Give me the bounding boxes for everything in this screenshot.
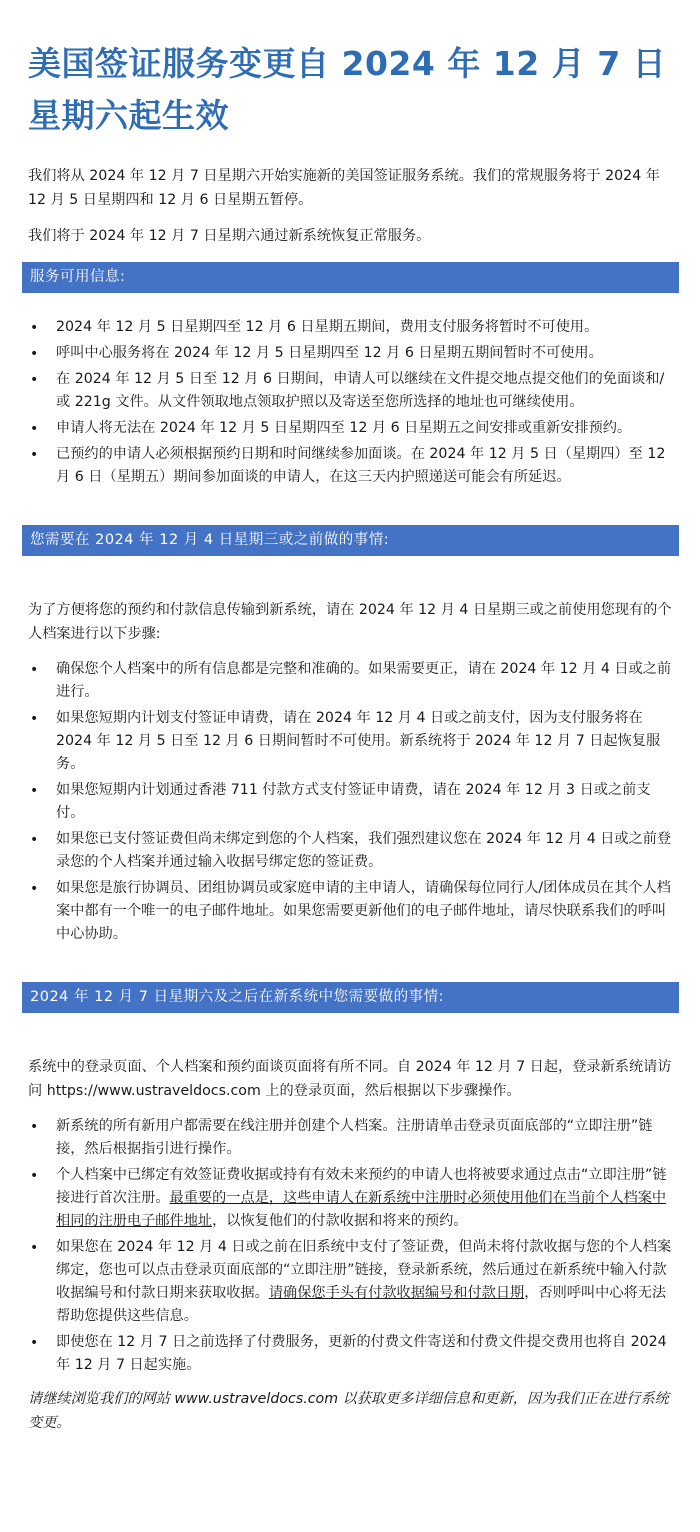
list-item: • 如果您在 2024 年 12 月 4 日或之前在旧系统中支付了签证费，但尚未将付款收据与您的个人档案绑定，您也可以点击登录页面底部的“立即注册”链接，登录新系统，然后通过在新系统中输入付款收据编号和付款日期来获取收据。请确保您手头有付款收据编号和付款日期，否则呼叫中心将无法帮助您提供这些信息。 bbox=[30, 1239, 672, 1324]
list-item: • 如果您是旅行协调员、团组协调员或家庭申请的主申请人，请确保每位同行人/团体成员在其个人档案中都有一个唯一的电子邮件地址。如果您需要更新他们的电子邮件地址，请尽快联系我们的呼叫中心协助。 bbox=[30, 880, 671, 942]
list-item: • 新系统的所有新用户都需要在线注册并创建个人档案。注册请单击登录页面底部的“立即注册”链接，然后根据指引进行操作。 bbox=[30, 1118, 653, 1157]
bullet-icon: • bbox=[30, 711, 39, 727]
title-line-2: 星期六起生效 bbox=[28, 96, 229, 135]
list-item: • 如果您短期内计划支付签证申请费，请在 2024 年 12 月 4 日或之前支付，因为支付服务将在 2024 年 12 月 5 日至 12 月 6 日期间暂时不可使用。新系统将于 2024 年 12 月 7 日起恢复服务。 bbox=[30, 710, 661, 772]
page-title bbox=[28, 0, 676, 142]
list-item: • 已预约的申请人必须根据预约日期和时间继续参加面谈。在 2024 年 12 月 5 日（星期四）至 12 月 6 日（星期五）期间参加面谈的申请人，在这三天内护照递送可能会有所延迟。 bbox=[30, 446, 666, 485]
bullet-icon: • bbox=[30, 1119, 39, 1135]
bullet-icon: • bbox=[30, 346, 39, 362]
section3-intro: 系统中的登录页面、个人档案和预约面谈页面将有所不同。自 2024 年 12 月 7 日起，登录新系统请访问 https://www.ustraveldocs.com 上的登录页面，然后根据以下步骤操作。 bbox=[28, 1059, 672, 1099]
footer-note: 请继续浏览我们的网站 www.ustraveldocs.com 以获取更多详细信息和更新，因为我们正在进行系统变更。 bbox=[28, 1391, 669, 1431]
bullet-icon: • bbox=[30, 662, 39, 678]
list-item: • 2024 年 12 月 5 日星期四至 12 月 6 日星期五期间，费用支付服务将暂时不可使用。 bbox=[28, 316, 676, 339]
before-dec4-list bbox=[28, 658, 676, 946]
list-item: • 即使您在 12 月 7 日之前选择了付费服务，更新的付费文件寄送和付费文件提交费用也将自 2024 年 12 月 7 日起实施。 bbox=[30, 1334, 667, 1373]
section-heading-availability: 服务可用信息: bbox=[22, 262, 679, 293]
list-item: • 如果您短期内计划通过香港 711 付款方式支付签证申请费，请在 2024 年 12 月 3 日或之前支付。 bbox=[30, 782, 651, 821]
bullet-icon: • bbox=[30, 1240, 39, 1256]
bullet-icon: • bbox=[30, 372, 39, 388]
list-item: • 个人档案中已绑定有效签证费收据或持有有效未来预约的申请人也将被要求通过点击“立即注册”链接进行首次注册。最重要的一点是，这些申请人在新系统中注册时必须使用他们在当前个人档案中相同的注册电子邮件地址，以恢复他们的付款收据和将来的预约。 bbox=[30, 1167, 667, 1229]
bullet-icon: • bbox=[30, 783, 39, 799]
list-item: • 呼叫中心服务将在 2024 年 12 月 5 日星期四至 12 月 6 日星期五期间暂时不可使用。 bbox=[28, 342, 676, 365]
bullet-icon: • bbox=[30, 447, 39, 463]
list-item: • 确保您个人档案中的所有信息都是完整和准确的。如果需要更正，请在 2024 年 12 月 4 日或之前进行。 bbox=[30, 661, 672, 700]
intro-paragraph-1: 我们将从 2024 年 12 月 7 日星期六开始实施新的美国签证服务系统。我们的常规服务将于 2024 年 12 月 5 日星期四和 12 月 6 日星期五暂停。 bbox=[28, 168, 660, 208]
list-item: • 申请人将无法在 2024 年 12 月 5 日星期四至 12 月 6 日星期五之间安排或重新安排预约。 bbox=[28, 417, 676, 440]
bullet-icon: • bbox=[30, 1168, 39, 1184]
section-heading-after-dec7: 2024 年 12 月 7 日星期六及之后在新系统中您需要做的事情: bbox=[22, 982, 679, 1013]
bullet-icon: • bbox=[30, 881, 39, 897]
list-item: • 在 2024 年 12 月 5 日至 12 月 6 日期间，申请人可以继续在文件提交地点提交他们的免面谈和/或 221g 文件。从文件领取地点领取护照以及寄送至您所选择的地址也可继续使用。 bbox=[30, 371, 665, 410]
receipt-note-underlined: 请确保您手头有付款收据编号和付款日期 bbox=[268, 1285, 525, 1301]
bullet-icon: • bbox=[30, 1335, 39, 1351]
bullet-icon: • bbox=[30, 832, 39, 848]
section2-intro: 为了方便将您的预约和付款信息传输到新系统，请在 2024 年 12 月 4 日星期三或之前使用您现有的个人档案进行以下步骤: bbox=[28, 602, 672, 642]
bullet-icon: • bbox=[30, 320, 39, 336]
list-item: • 如果您已支付签证费但尚未绑定到您的个人档案，我们强烈建议您在 2024 年 12 月 4 日或之前登录您的个人档案并通过输入收据号绑定您的签证费。 bbox=[30, 831, 672, 870]
section-heading-before-dec4: 您需要在 2024 年 12 月 4 日星期三或之前做的事情: bbox=[22, 525, 679, 556]
bullet-icon: • bbox=[30, 421, 39, 437]
important-note-underlined: 最重要的一点是，这些申请人在新系统中注册时必须使用他们在当前个人档案中相同的注册电子邮件地址 bbox=[56, 1190, 667, 1229]
after-dec7-list bbox=[28, 1115, 676, 1377]
intro-paragraph-2: 我们将于 2024 年 12 月 7 日星期六通过新系统恢复正常服务。 bbox=[28, 228, 431, 244]
title-line-1: 美国签证服务变更自 2024 年 12 月 7 日 bbox=[28, 44, 667, 83]
availability-list bbox=[28, 316, 676, 489]
